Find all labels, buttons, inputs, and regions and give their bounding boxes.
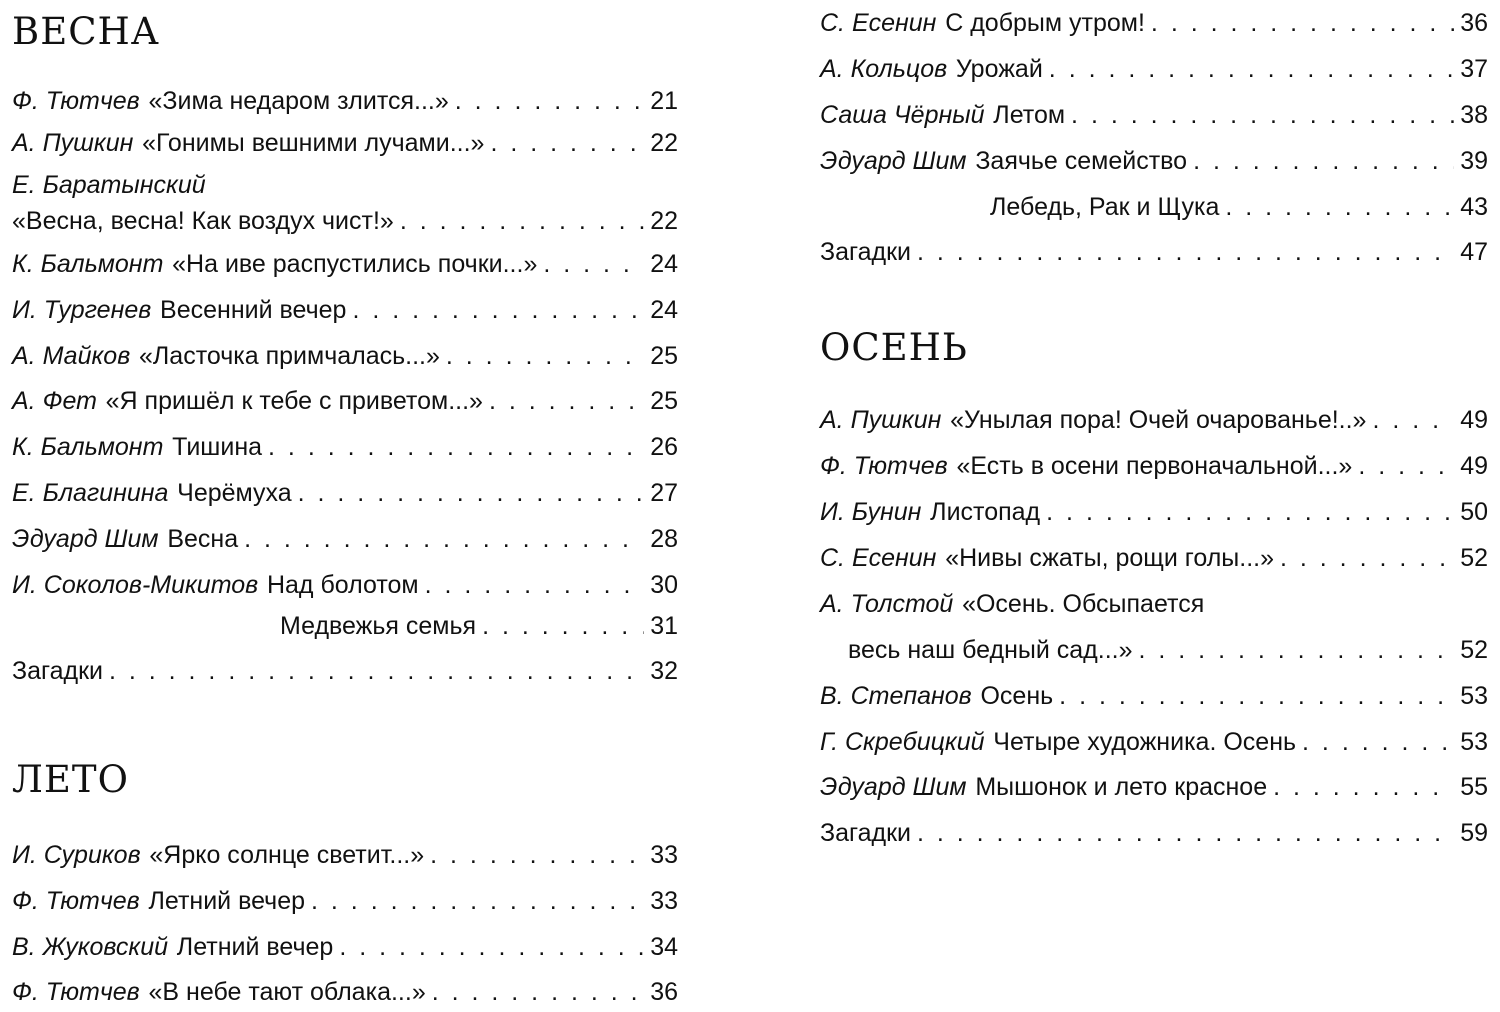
entry-author: И. Бунин <box>820 498 922 526</box>
entry-page: 31 <box>650 612 678 640</box>
entry-page: 50 <box>1460 498 1488 526</box>
entry-page: 22 <box>650 129 678 157</box>
entry-author: И. Соколов-Микитов <box>12 571 259 599</box>
entry-author: К. Бальмонт <box>12 250 164 278</box>
toc-entry[interactable] <box>820 190 1488 224</box>
toc-entry[interactable] <box>12 930 678 964</box>
entry-title: С добрым утром! <box>945 9 1145 37</box>
entry-author: Г. Скребицкий <box>820 728 985 756</box>
toc-entry[interactable] <box>12 609 678 643</box>
entry-page: 52 <box>1460 636 1488 664</box>
entry-title: Тишина <box>172 433 263 461</box>
entry-page: 53 <box>1460 728 1488 756</box>
entry-page: 28 <box>650 525 678 553</box>
entry-author: А. Кольцов <box>820 55 948 83</box>
dot-leader <box>455 84 644 118</box>
toc-entry[interactable] <box>820 52 1488 86</box>
dot-leader <box>298 476 645 510</box>
entry-author: Эдуард Шим <box>820 147 967 175</box>
toc-entry[interactable] <box>12 384 678 418</box>
entry-page: 43 <box>1460 193 1488 221</box>
toc-entry[interactable] <box>820 144 1488 178</box>
dot-leader <box>311 884 644 918</box>
entry-title: Урожай <box>955 55 1043 83</box>
entry-title: Весенний вечер <box>160 296 347 324</box>
toc-entry[interactable] <box>12 568 678 602</box>
entry-title: Загадки <box>12 657 103 685</box>
toc-entry[interactable] <box>820 725 1488 759</box>
entry-author: Ф. Тютчев <box>820 452 948 480</box>
entry-title: Листопад <box>930 498 1041 526</box>
entry-page: 24 <box>650 250 678 278</box>
dot-leader <box>482 609 644 643</box>
section-title-spring: ВЕСНА <box>12 10 160 53</box>
dot-leader <box>352 293 644 327</box>
entry-page: 27 <box>650 479 678 507</box>
entry-author: А. Майков <box>12 342 131 370</box>
toc-entry[interactable] <box>12 522 678 556</box>
entry-page: 22 <box>650 207 678 235</box>
entry-page: 49 <box>1460 406 1488 434</box>
dot-leader <box>1302 725 1454 759</box>
entry-title: Четыре художника. Осень <box>993 728 1297 756</box>
entry-title: Загадки <box>820 819 911 847</box>
entry-title: «Осень. Обсыпается <box>962 590 1205 618</box>
entry-author: Саша Чёрный <box>820 101 985 129</box>
dot-leader <box>339 930 644 964</box>
entry-author: Эдуард Шим <box>12 525 159 553</box>
entry-author: Эдуард Шим <box>820 773 967 801</box>
entry-author: В. Жуковский <box>12 933 169 961</box>
dot-leader <box>1372 403 1454 437</box>
entry-page: 34 <box>650 933 678 961</box>
entry-title: Мышонок и лето красное <box>975 773 1268 801</box>
dot-leader <box>1273 770 1454 804</box>
entry-author: Е. Благинина <box>12 479 169 507</box>
entry-author: С. Есенин <box>820 9 937 37</box>
entry-author: Ф. Тютчев <box>12 887 140 915</box>
entry-title: «В небе тают облака...» <box>148 978 426 1006</box>
toc-entry[interactable] <box>820 235 1488 269</box>
toc-entry[interactable] <box>820 633 1488 667</box>
entry-page: 36 <box>1460 9 1488 37</box>
dot-leader <box>490 126 644 160</box>
dot-leader <box>432 975 644 1009</box>
dot-leader <box>400 204 644 238</box>
entry-title: Над болотом <box>266 571 419 599</box>
entry-page: 21 <box>650 87 678 115</box>
entry-title: Весна <box>167 525 239 553</box>
toc-entry[interactable] <box>820 495 1488 529</box>
entry-author: Ф. Тютчев <box>12 87 140 115</box>
entry-page: 25 <box>650 342 678 370</box>
dot-leader <box>489 384 644 418</box>
entry-page: 33 <box>650 841 678 869</box>
entry-author: И. Тургенев <box>12 296 152 324</box>
entry-author: В. Степанов <box>820 682 972 710</box>
entry-title: Летом <box>993 101 1066 129</box>
toc-entry[interactable] <box>12 430 678 464</box>
dot-leader <box>917 235 1454 269</box>
entry-page: 38 <box>1460 101 1488 129</box>
toc-entry[interactable] <box>820 6 1488 40</box>
dot-leader <box>268 430 644 464</box>
entry-title: «Ласточка примчалась...» <box>139 342 440 370</box>
entry-author: С. Есенин <box>820 544 937 572</box>
entry-author: Е. Баратынский <box>12 171 206 199</box>
entry-page: 36 <box>650 978 678 1006</box>
entry-title: «Весна, весна! Как воздух чист!» <box>12 207 394 235</box>
entry-title: «Гонимы вешними лучами...» <box>142 129 485 157</box>
toc-entry[interactable] <box>12 293 678 327</box>
entry-page: 47 <box>1460 238 1488 266</box>
entry-page: 52 <box>1460 544 1488 572</box>
entry-author: А. Пушкин <box>12 129 134 157</box>
dot-leader <box>1059 679 1454 713</box>
section-title-summer: ЛЕТО <box>12 758 129 801</box>
entry-author: А. Фет <box>12 387 97 415</box>
dot-leader <box>1193 144 1454 178</box>
entry-title: «Я пришёл к тебе с приветом...» <box>105 387 483 415</box>
toc-entry-first-line[interactable] <box>820 587 1488 621</box>
toc-entry[interactable] <box>12 654 678 688</box>
dot-leader <box>1046 495 1454 529</box>
dot-leader <box>543 247 644 281</box>
toc-entry[interactable] <box>12 247 678 281</box>
dot-leader <box>1225 190 1454 224</box>
entry-author: А. Пушкин <box>820 406 942 434</box>
entry-title: Черёмуха <box>177 479 292 507</box>
entry-title: Загадки <box>820 238 911 266</box>
dot-leader <box>446 339 644 373</box>
entry-title: «Зима недаром злится...» <box>148 87 449 115</box>
toc-entry[interactable] <box>12 84 678 118</box>
dot-leader <box>1358 449 1454 483</box>
dot-leader <box>1071 98 1454 132</box>
entry-title: «Ярко солнце светит...» <box>149 841 425 869</box>
entry-title: Медвежья семья <box>280 612 477 640</box>
entry-title: «Нивы сжаты, рощи голы...» <box>945 544 1274 572</box>
toc-entry[interactable] <box>12 126 678 160</box>
entry-page: 39 <box>1460 147 1488 175</box>
entry-title: Летний вечер <box>176 933 334 961</box>
toc-entry[interactable] <box>820 449 1488 483</box>
toc-entry[interactable] <box>12 884 678 918</box>
toc-entry[interactable] <box>12 339 678 373</box>
entry-page: 33 <box>650 887 678 915</box>
entry-page: 32 <box>650 657 678 685</box>
toc-entry[interactable] <box>820 679 1488 713</box>
toc-entry-author-line <box>12 168 678 202</box>
toc-entry[interactable] <box>12 476 678 510</box>
dot-leader <box>1280 541 1454 575</box>
entry-page: 53 <box>1460 682 1488 710</box>
entry-author: А. Толстой <box>820 590 954 618</box>
section-title-autumn: ОСЕНЬ <box>820 326 968 369</box>
entry-author: И. Суриков <box>12 841 141 869</box>
dot-leader <box>244 522 644 556</box>
entry-page: 37 <box>1460 55 1488 83</box>
entry-page: 55 <box>1460 773 1488 801</box>
entry-title: «На иве распустились почки...» <box>172 250 538 278</box>
toc-entry[interactable] <box>820 541 1488 575</box>
entry-title: «Унылая пора! Очей очарованье!..» <box>950 406 1367 434</box>
entry-title: Лебедь, Рак и Щука <box>990 193 1220 221</box>
entry-page: 49 <box>1460 452 1488 480</box>
toc-entry[interactable] <box>820 403 1488 437</box>
dot-leader <box>1151 6 1454 40</box>
dot-leader <box>917 816 1454 850</box>
dot-leader <box>1049 52 1454 86</box>
dot-leader <box>1139 633 1455 667</box>
entry-title: Летний вечер <box>148 887 306 915</box>
entry-title: Осень <box>980 682 1054 710</box>
toc-entry[interactable] <box>12 975 678 1009</box>
toc-entry[interactable] <box>820 770 1488 804</box>
entry-author: К. Бальмонт <box>12 433 164 461</box>
entry-page: 30 <box>650 571 678 599</box>
toc-entry[interactable] <box>12 204 678 238</box>
entry-page: 26 <box>650 433 678 461</box>
entry-page: 24 <box>650 296 678 324</box>
dot-leader <box>430 838 644 872</box>
toc-entry[interactable] <box>12 838 678 872</box>
toc-entry[interactable] <box>820 816 1488 850</box>
entry-title: Заячье семейство <box>975 147 1188 175</box>
entry-title: весь наш бедный сад...» <box>848 636 1133 664</box>
entry-page: 59 <box>1460 819 1488 847</box>
entry-title: «Есть в осени первоначальной...» <box>956 452 1353 480</box>
entry-page: 25 <box>650 387 678 415</box>
entry-author: Ф. Тютчев <box>12 978 140 1006</box>
dot-leader <box>109 654 644 688</box>
dot-leader <box>425 568 645 602</box>
toc-entry[interactable] <box>820 98 1488 132</box>
